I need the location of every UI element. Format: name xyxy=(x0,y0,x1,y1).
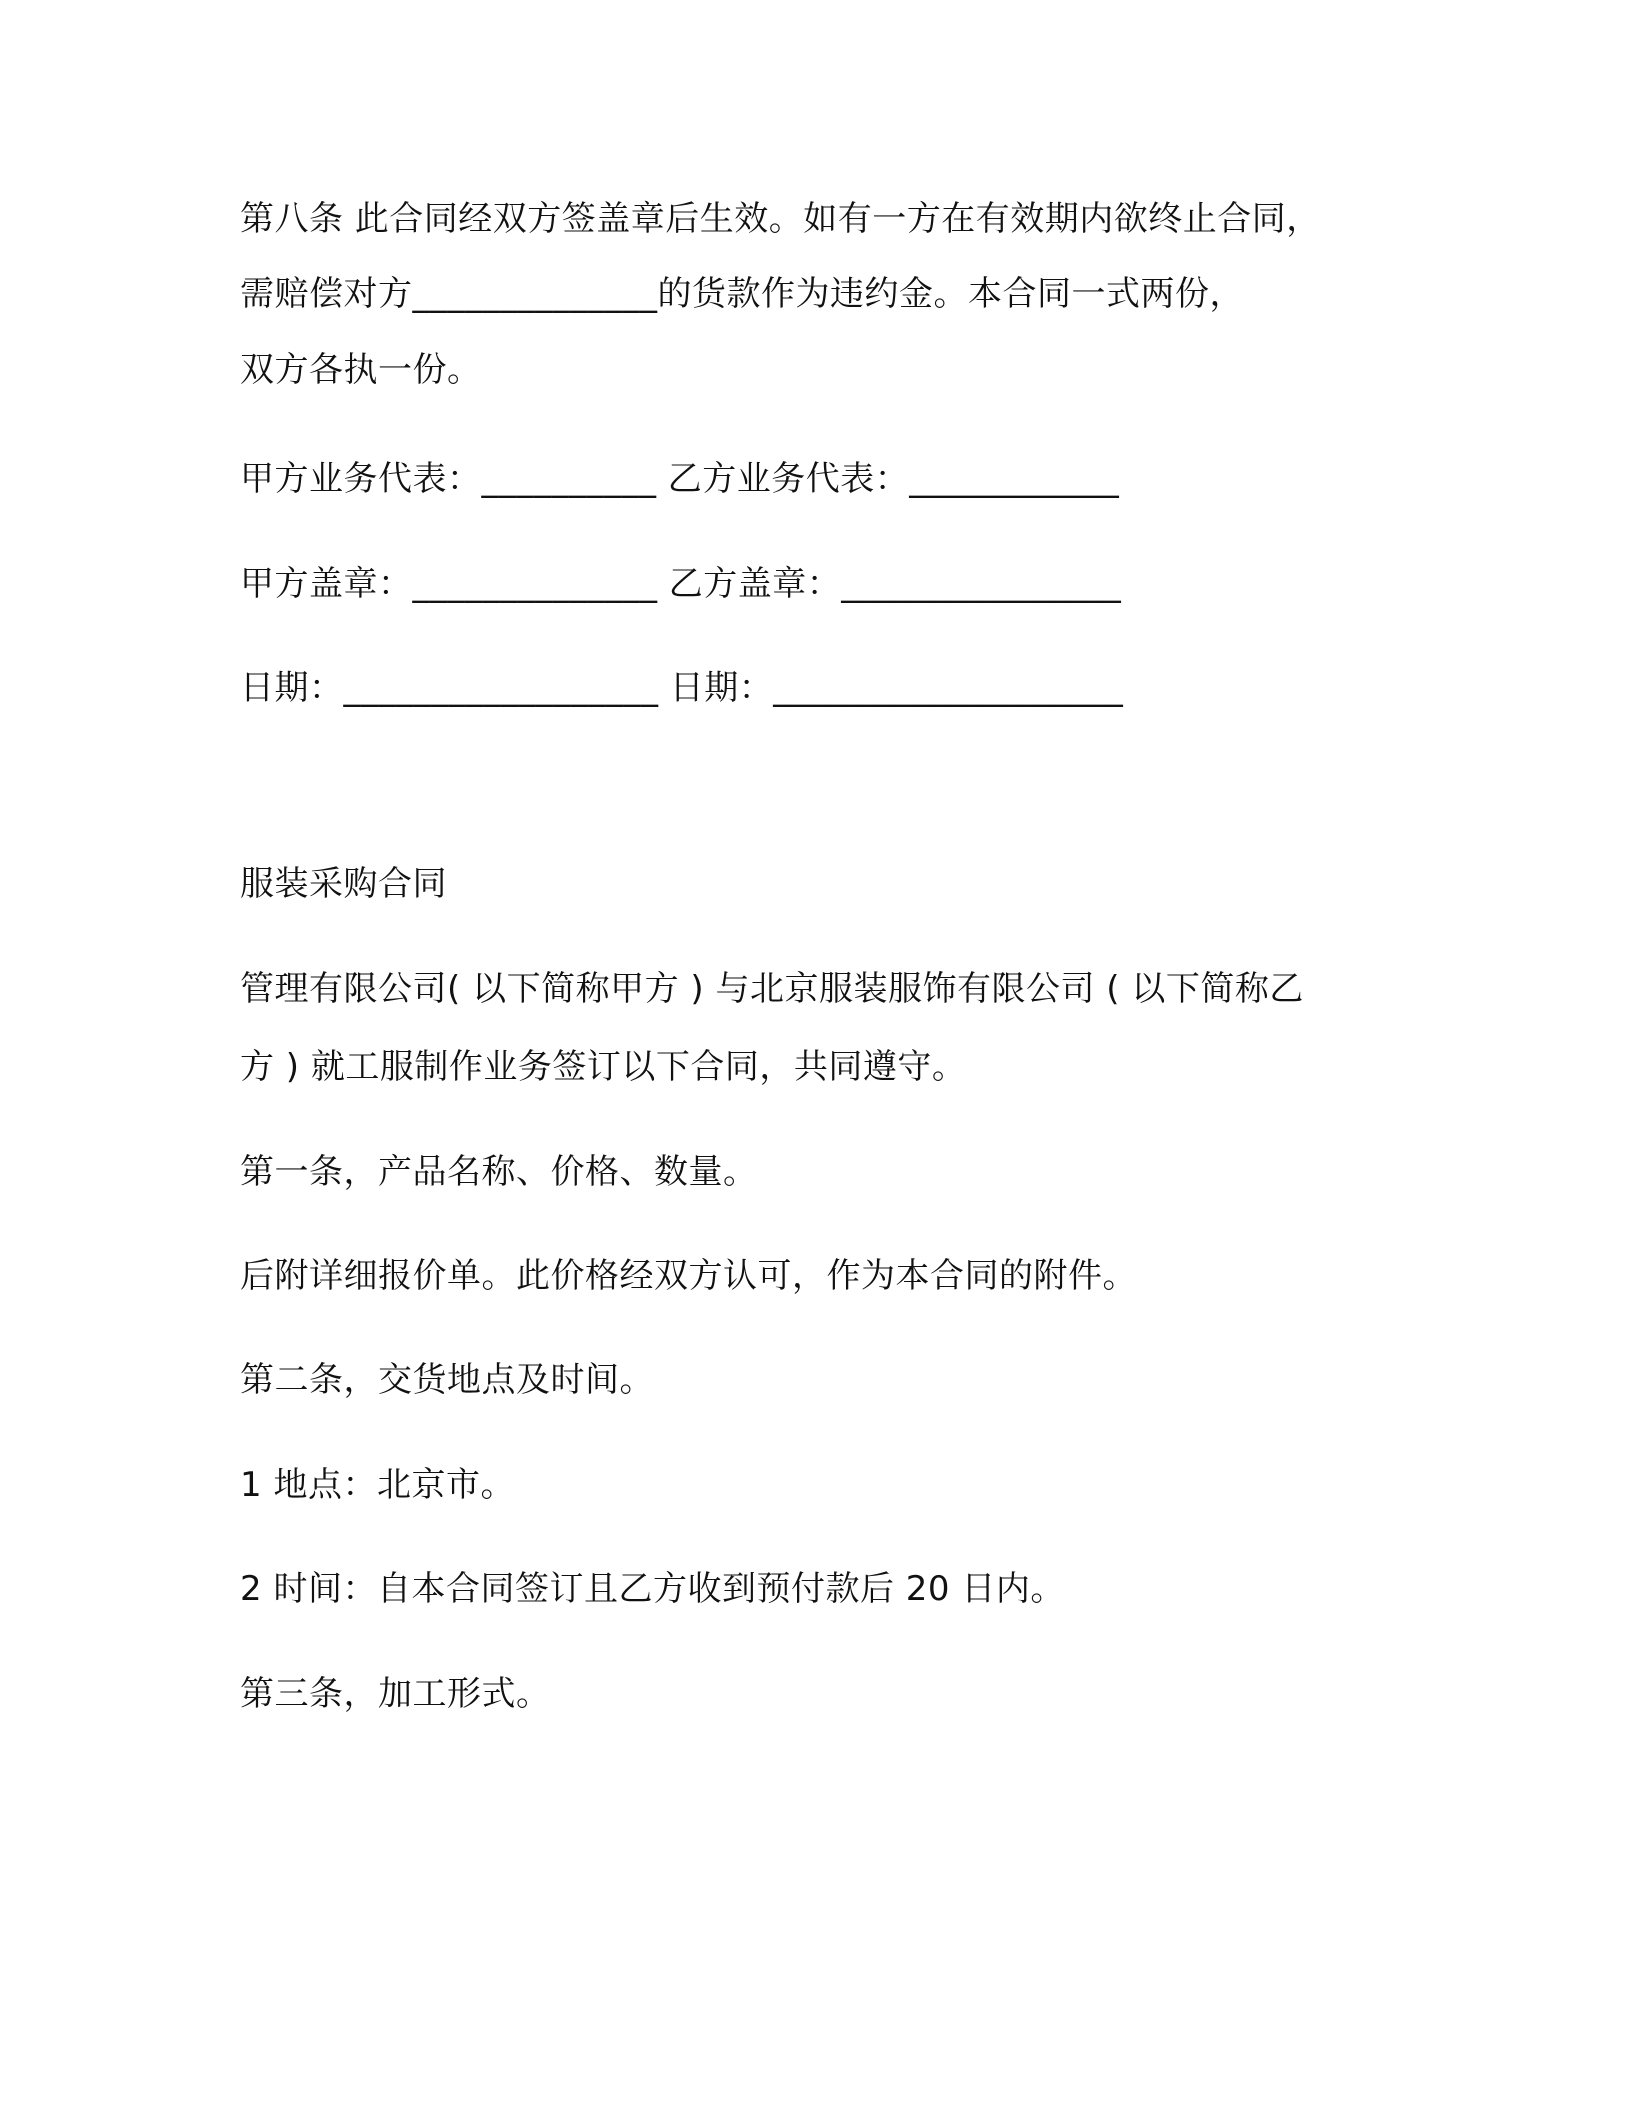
signature-seal-line: 甲方盖章：______________ 乙方盖章：________________ xyxy=(240,564,1122,604)
signature-date-line: 日期：__________________ 日期：____________________ xyxy=(240,668,1124,708)
article-8-text-line-1: 第八条 此合同经双方签盖章后生效。如有一方在有效期内欲终止合同， xyxy=(240,199,1321,239)
article-1-body: 后附详细报价单。此价格经双方认可，作为本合同的附件。 xyxy=(240,1256,1137,1296)
article-2-item-location: 1 地点：北京市。 xyxy=(240,1465,515,1505)
signature-representative-line: 甲方业务代表：__________ 乙方业务代表：____________ xyxy=(240,459,1120,499)
contract-title: 服装采购合同 xyxy=(240,864,447,904)
article-8-text-line-2: 需赔偿对方______________的货款作为违约金。本合同一式两份， xyxy=(240,274,1244,314)
article-1-heading: 第一条，产品名称、价格、数量。 xyxy=(240,1152,758,1192)
article-2-item-time: 2 时间：自本合同签订且乙方收到预付款后 20 日内。 xyxy=(240,1569,1065,1609)
article-2-heading: 第二条，交货地点及时间。 xyxy=(240,1360,654,1400)
article-8-text-line-3: 双方各执一份。 xyxy=(240,350,482,390)
intro-line-2: 方 ) 就工服制作业务签订以下合同，共同遵守。 xyxy=(240,1047,967,1087)
intro-line-1: 管理有限公司( 以下简称甲方 ) 与北京服装服饰有限公司 ( 以下简称乙 xyxy=(240,969,1304,1009)
article-3-heading: 第三条，加工形式。 xyxy=(240,1674,551,1714)
